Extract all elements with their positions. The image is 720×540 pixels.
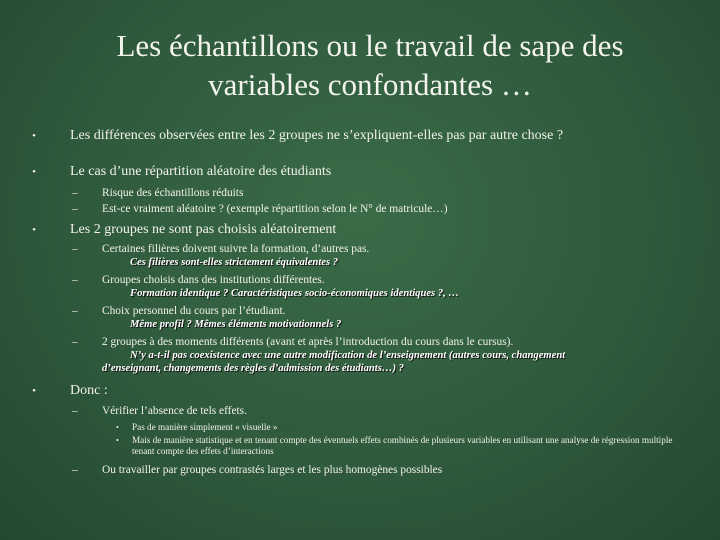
bullet-4-sub-1-item-1-text: Pas de manière simplement « visuelle »	[132, 422, 278, 432]
bullet-3-sub-3-note: Même profil ? Mêmes éléments motivationnels ?	[130, 319, 342, 330]
bullet-4-sub-1-item-2	[28, 435, 688, 457]
bullet-3-sub-1	[28, 242, 688, 256]
bullet-list	[28, 120, 688, 477]
bullet-4-sub-2	[28, 463, 688, 477]
dash-marker: –	[72, 274, 78, 286]
bullet-3-sub-1-note: Ces filières sont-elles strictement équivalentes ?	[130, 257, 339, 268]
title-line-2: variables confondantes …	[208, 67, 532, 102]
bullet-marker: •	[32, 224, 36, 236]
bullet-2-sub-1	[28, 186, 688, 200]
bullet-2-sub-2-text: Est-ce vraiment aléatoire ? (exemple répartition selon le N° de matricule…)	[102, 203, 448, 215]
bullet-3-sub-3	[28, 304, 688, 318]
bullet-2-sub-2	[28, 202, 688, 216]
dash-marker: –	[72, 203, 78, 215]
bullet-4-sub-1-item-1	[28, 422, 688, 433]
dash-marker: –	[72, 243, 78, 255]
dash-marker: –	[72, 305, 78, 317]
bullet-1	[28, 127, 688, 145]
dash-marker: –	[72, 464, 78, 476]
dash-marker: –	[72, 336, 78, 348]
bullet-3	[28, 221, 688, 239]
bullet-3-sub-4-note-2: d’enseignant, changements des règles d’admission des étudiants…) ?	[102, 363, 404, 374]
bullet-marker: •	[32, 130, 36, 142]
dash-marker: –	[72, 187, 78, 199]
slide-title	[40, 26, 700, 104]
bullet-3-sub-3-text: Choix personnel du cours par l’étudiant.	[102, 305, 286, 317]
bullet-3-sub-2-text: Groupes choisis dans des institutions différentes.	[102, 274, 325, 286]
bullet-4-text: Donc :	[70, 383, 108, 398]
title-line-1: Les échantillons ou le travail de sape des	[116, 28, 624, 63]
bullet-3-sub-2	[28, 273, 688, 287]
bullet-4-sub-1-text: Vérifier l’absence de tels effets.	[102, 405, 247, 417]
bullet-3-text: Les 2 groupes ne sont pas choisis aléatoirement	[70, 222, 337, 237]
bullet-2-sub-1-text: Risque des échantillons réduits	[102, 187, 244, 199]
bullet-4-sub-1-item-2-text: Mais de manière statistique et en tenant compte des éventuels effets combinés de plusieurs variables en utilisant une analyse de régression multiple tenant compte des effets d’interactions	[132, 435, 673, 456]
bullet-3-sub-2-note: Formation identique ? Caractéristiques socio-économiques identiques ?, …	[130, 288, 460, 299]
bullet-marker: •	[32, 166, 36, 178]
bullet-4-sub-2-text: Ou travailler par groupes contrastés larges et les plus homogènes possibles	[102, 464, 443, 476]
bullet-marker: •	[116, 436, 119, 445]
bullet-3-sub-1-text: Certaines filières doivent suivre la formation, d’autres pas.	[102, 243, 370, 255]
bullet-4	[28, 382, 688, 400]
bullet-3-sub-4	[28, 335, 688, 349]
bullet-marker: •	[32, 385, 36, 397]
bullet-2-text: Le cas d’une répartition aléatoire des étudiants	[70, 164, 332, 179]
dash-marker: –	[72, 405, 78, 417]
bullet-2	[28, 163, 688, 181]
bullet-1-text: Les différences observées entre les 2 groupes ne s’expliquent-elles pas par autre chose ?	[70, 128, 564, 143]
bullet-3-sub-4-text: 2 groupes à des moments différents (avant et après l’introduction du cours dans le cursus).	[102, 336, 514, 348]
bullet-4-sub-1	[28, 404, 688, 418]
bullet-marker: •	[116, 423, 119, 432]
bullet-3-sub-4-note-1: N’y a-t-il pas coexistence avec une autre modification de l’enseignement (autres cours, changement	[130, 350, 566, 361]
